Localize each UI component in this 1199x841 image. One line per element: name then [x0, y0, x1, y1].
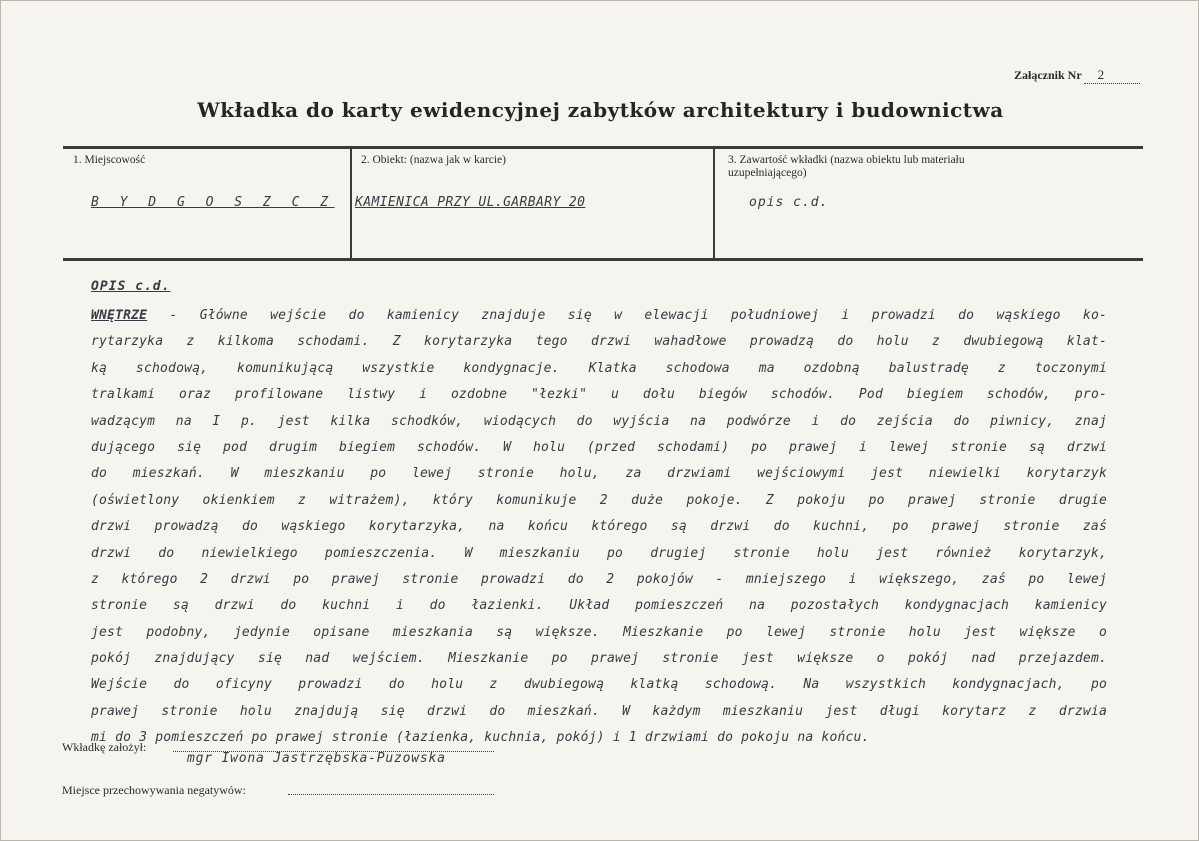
text-line: WNĘTRZE - Główne wejście do kamienicy znajduje się w elewacji południowej i prowadzi do wąskiego ko-	[91, 308, 1107, 323]
section-heading: OPIS c.d.	[91, 279, 171, 294]
header-divider-1	[350, 149, 352, 258]
header-bottom-rule	[63, 258, 1143, 261]
text-line: jest podobny, jedynie opisane mieszkania są większe. Mieszkanie po lewej stronie holu jest większe o	[91, 624, 1107, 640]
object-label: 2. Obiekt: (nazwa jak w karcie)	[361, 154, 506, 166]
section-lead: WNĘTRZE	[91, 308, 148, 323]
annex-value: 2	[1084, 67, 1140, 84]
author-name: mgr Iwona Jastrzębska-Puzowska	[187, 751, 446, 766]
text-line: prawej stronie holu znajdują się drzwi do mieszkań. W każdym mieszkaniu jest długi korytarz z drzwia	[91, 703, 1107, 719]
locality-value: B Y D G O S Z C Z	[91, 195, 335, 210]
text-line: Wejście do oficyny prowadzi do holu z dwubiegową klatką schodową. Na wszystkich kondygnacjach, po	[91, 677, 1107, 693]
description-text	[91, 303, 1107, 752]
text-line: pokój znajdujący się nad wejściem. Mieszkanie po prawej stronie jest większe o pokój nad przejazdem.	[91, 651, 1107, 667]
author-label: Wkładkę założył:	[62, 740, 147, 754]
locality-label: 1. Miejscowość	[73, 154, 146, 166]
header-divider-2	[713, 149, 715, 258]
contents-label-line2: uzupełniającego)	[728, 167, 807, 179]
text-line: mi do 3 pomieszczeń po prawej stronie (łazienka, kuchnia, pokój) i 1 drzwiami do pokoju na końcu.	[91, 730, 870, 746]
object-value: KAMIENICA PRZY UL.GARBARY 20	[355, 195, 586, 210]
text-line: drzwi do niewielkiego pomieszczenia. W mieszkaniu po drugiej stronie holu jest również korytarzyk,	[91, 545, 1107, 561]
header-top-rule	[63, 146, 1143, 149]
text-line: ką schodową, komunikującą wszystkie kondygnacje. Klatka schodowa ma ozdobną balustradę z toczonymi	[91, 360, 1107, 376]
contents-value: opis c.d.	[749, 195, 829, 210]
text-line: dującego się pod drugim biegiem schodów. W holu (przed schodami) po prawej i lewej stronie są drzwi	[91, 439, 1107, 455]
negatives-location-label: Miejsce przechowywania negatywów:	[62, 783, 246, 797]
text-line: drzwi prowadzą do wąskiego korytarzyka, na końcu którego są drzwi do kuchni, po prawej stronie zaś	[91, 519, 1107, 535]
text-line: z którego 2 drzwi po prawej stronie prowadzi do 2 pokojów - mniejszego i większego, zaś po lewej	[91, 571, 1107, 587]
annex-label: Załącznik Nr	[1014, 68, 1082, 82]
annex-number	[1014, 67, 1140, 84]
text-line: (oświetlony okienkiem z witrażem), który komunikuje 2 duże pokoje. Z pokoju po prawej stronie drugie	[91, 492, 1107, 508]
text-line: rytarzyka z kilkoma schodami. Z korytarzyka tego drzwi wahadłowe prowadzą do holu z dwubiegową klat-	[91, 334, 1107, 350]
text-line: stronie są drzwi do kuchni i do łazienki. Układ pomieszczeń na pozostałych kondygnacjach kamienicy	[91, 598, 1107, 614]
text-line: tralkami oraz profilowane listwy i ozdobne "łezki" u dołu biegów schodów. Pod biegiem schodów, pro-	[91, 387, 1107, 403]
text-line: do mieszkań. W mieszkaniu po lewej stronie holu, za drzwiami wejściowymi jest niewielki korytarzyk	[91, 466, 1107, 482]
form-title: Wkładka do karty ewidencyjnej zabytków architektury i budownictwa	[197, 98, 1004, 122]
contents-label-line1: 3. Zawartość wkładki (nazwa obiektu lub materiału	[728, 154, 965, 166]
contents-label	[728, 154, 1088, 180]
negatives-dotted-line	[288, 794, 494, 795]
text-line: wadzącym na I p. jest kilka schodków, wiodących do wyjścia na podwórze i do zejścia do piwnicy, znaj	[91, 413, 1107, 429]
